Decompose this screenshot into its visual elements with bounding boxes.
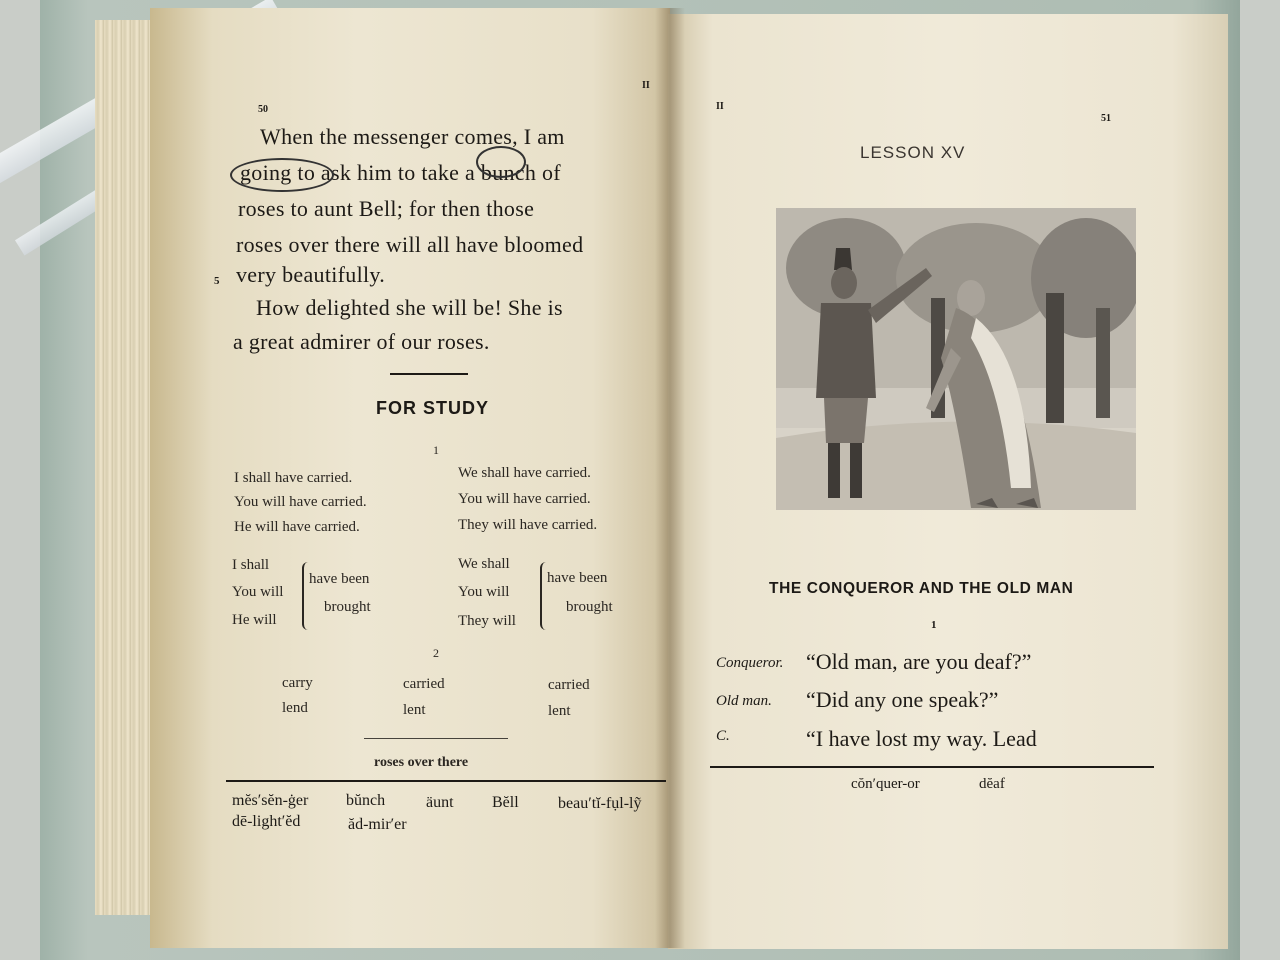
verb-form: lent [403,702,426,718]
verb-form: carried [548,677,590,693]
tree-trunk [1046,293,1064,423]
page-number: 50 [258,104,268,115]
conjugation-line: You will have carried. [458,491,591,507]
pencil-circle [230,158,334,192]
pronunciation-word: ăd-mir′er [348,816,407,833]
text-line: going to ask him to take a bunch of [240,160,561,185]
conjugation-line: brought [324,599,371,615]
speaker-label: Old man. [716,693,772,709]
conjugation-line: have been [547,570,608,586]
conqueror-leg [828,443,840,498]
pronunciation-word: Bĕll [492,794,519,811]
verb-form: lent [548,703,571,719]
conjugation-line: He will have carried. [234,519,360,535]
conjugation-line: I shall [232,557,270,573]
conqueror-helmet [834,248,852,270]
conjugation-line: You will have carried. [234,494,367,510]
conjugation-line: have been [309,571,370,587]
footer-rule [710,766,1154,768]
text-line: When the messenger comes, I am [260,124,565,149]
verb-form: carried [403,676,445,692]
divider [390,373,468,375]
verb-form: carry [282,675,313,691]
page-number: 51 [1101,113,1111,124]
conjugation-line: We shall have carried. [458,465,591,481]
pronunciation-word: dē-light′ĕd [232,813,301,830]
line-number: 5 [214,275,220,287]
part-number: 1 [931,619,937,631]
divider [364,738,508,739]
conjugation-line: He will [232,612,277,628]
text-line: How delighted she will be! She is [256,295,563,320]
pronunciation-word: beau′tĭ-fụl-lỹ [558,795,642,812]
dialogue-line: “I have lost my way. Lead [806,726,1037,751]
tree-trunk [1096,308,1110,418]
text-line: roses to aunt Bell; for then those [238,196,535,221]
dialogue-line: “Old man, are you deaf?” [806,649,1032,674]
conqueror-body [816,303,876,398]
book-gutter [655,8,685,948]
footer-rule [226,780,666,782]
text-line: a great admirer of our roses. [233,329,490,354]
exercise-number: 1 [433,443,439,457]
conjugation-line: You will [458,584,510,600]
verb-form: lend [282,700,308,716]
exercise-number: 2 [433,646,439,660]
pronunciation-word: bŭnch [346,792,386,809]
conjugation-line: We shall [458,556,510,572]
conjugation-line: brought [566,599,613,615]
illustration [776,208,1136,510]
section-mark: II [642,80,650,91]
pencil-circle [476,146,526,178]
conjugation-line: They will [458,613,516,629]
text-line: roses over there will all have bloomed [236,232,584,257]
dialogue-line: “Did any one speak?” [806,687,999,712]
speaker-label: Conqueror. [716,655,784,671]
conjugation-line: You will [232,584,284,600]
section-mark: II [716,101,724,112]
conjugation-line: I shall have carried. [234,470,353,486]
pronunciation-word: mĕs′sĕn-ġer [232,792,309,809]
conqueror-head [831,267,857,299]
story-title: THE CONQUEROR AND THE OLD MAN [769,580,1074,597]
pronunciation-word: dĕaf [979,776,1005,792]
conqueror-skirt [824,398,868,443]
phrase: roses over there [374,755,469,770]
pronunciation-word: cŏn′quer-or [851,776,920,792]
conjugation-line: They will have carried. [458,517,598,533]
conqueror-leg [850,443,862,498]
text-line: very beautifully. [236,262,386,287]
speaker-label: C. [716,728,730,744]
lesson-heading: LESSON XV [860,143,966,162]
study-heading: FOR STUDY [376,398,490,418]
pronunciation-word: äunt [426,794,454,811]
